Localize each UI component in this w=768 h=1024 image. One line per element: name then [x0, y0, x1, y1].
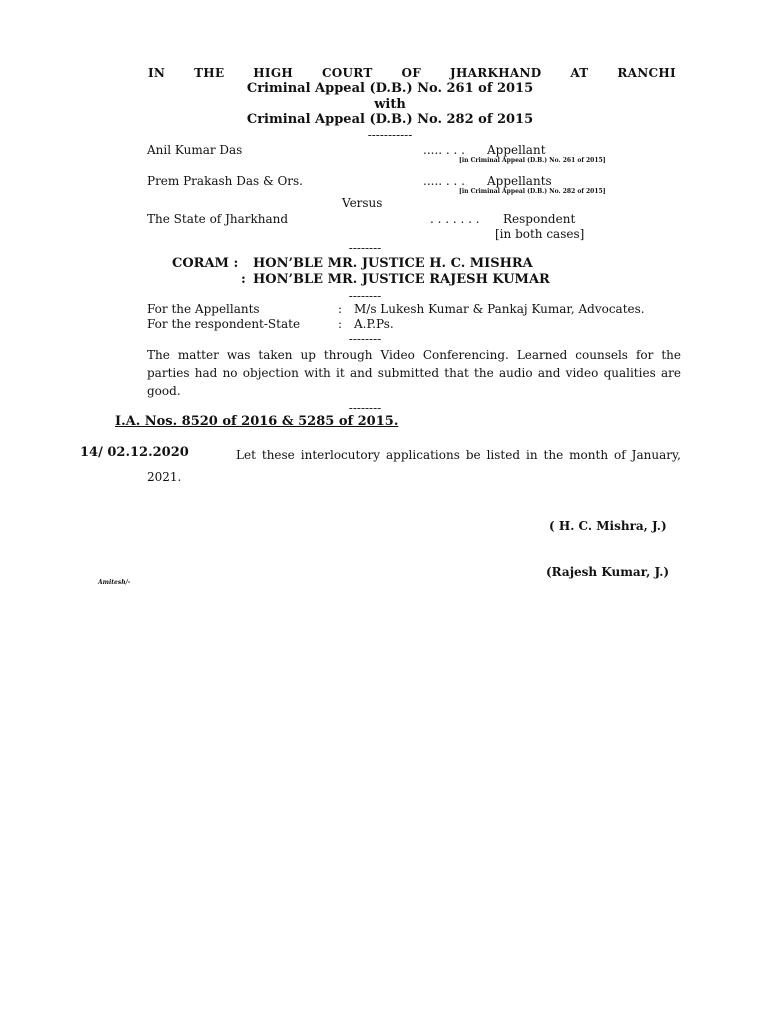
court-word: THE — [194, 66, 225, 80]
court-word: OF — [401, 66, 422, 80]
ia-heading: I.A. Nos. 8520 of 2016 & 5285 of 2015. — [115, 414, 399, 429]
order-number-date: 14/ 02.12.2020 — [80, 445, 189, 460]
separator: -------- — [348, 289, 382, 303]
case-title-1: Criminal Appeal (D.B.) No. 261 of 2015 — [246, 81, 534, 96]
court-word: COURT — [321, 66, 373, 80]
appellant-1-note: [in Criminal Appeal (D.B.) No. 261 of 2015] — [459, 157, 606, 164]
coram-judge-1: HON’BLE MR. JUSTICE H. C. MISHRA — [253, 256, 533, 271]
appellant-2-role: Appellants — [487, 174, 552, 188]
court-word: IN — [148, 66, 166, 80]
respondent-note: [in both cases] — [495, 227, 585, 241]
counsel-appellants-value: M/s Lukesh Kumar & Pankaj Kumar, Advocates. — [354, 302, 645, 316]
respondent-name: The State of Jharkhand — [147, 212, 289, 226]
signature-judge-2: (Rajesh Kumar, J.) — [546, 565, 670, 579]
appellant-1-dots: ..... . . . — [423, 143, 465, 157]
versus-label: Versus — [342, 196, 383, 210]
order-text: Let these interlocutory applications be listed in the month of January, 2021. — [147, 448, 681, 484]
appellant-1-role: Appellant — [487, 143, 546, 157]
court-word: HIGH — [253, 66, 294, 80]
counsel-respondent-value: A.P.Ps. — [354, 317, 394, 331]
coram-colon: : — [241, 272, 246, 287]
court-name-line — [148, 66, 676, 80]
separator: -------- — [348, 241, 382, 255]
counsel-respondent-label: For the respondent-State — [147, 317, 301, 331]
typist-initials: Amitesh/- — [98, 579, 131, 586]
appellant-2-dots: ..... . . . — [423, 174, 465, 188]
appellant-2-name: Prem Prakash Das & Ors. — [147, 174, 303, 188]
court-word: RANCHI — [617, 66, 676, 80]
video-conference-note: The matter was taken up through Video Conferencing. Learned counsels for the parties had no objection with it and submitted that the audio and video qualities are good. — [147, 348, 681, 398]
separator: ----------- — [367, 128, 413, 142]
court-word: AT — [570, 66, 589, 80]
appellant-2-note: [in Criminal Appeal (D.B.) No. 282 of 2015] — [459, 188, 606, 195]
coram-judge-2: HON’BLE MR. JUSTICE RAJESH KUMAR — [253, 272, 550, 287]
counsel-appellants-label: For the Appellants — [147, 302, 260, 316]
appellant-1-name: Anil Kumar Das — [147, 143, 243, 157]
separator: -------- — [348, 332, 382, 346]
case-title-2: Criminal Appeal (D.B.) No. 282 of 2015 — [246, 112, 534, 127]
counsel-colon: : — [338, 317, 343, 331]
respondent-dots: . . . . . . . — [430, 212, 480, 226]
case-title-with: with — [374, 97, 406, 112]
coram-label: CORAM : — [172, 256, 239, 271]
signature-judge-1: ( H. C. Mishra, J.) — [549, 519, 667, 533]
counsel-colon: : — [338, 302, 343, 316]
separator: -------- — [348, 401, 382, 415]
court-word: JHARKHAND — [449, 66, 542, 80]
respondent-role: Respondent — [503, 212, 576, 226]
